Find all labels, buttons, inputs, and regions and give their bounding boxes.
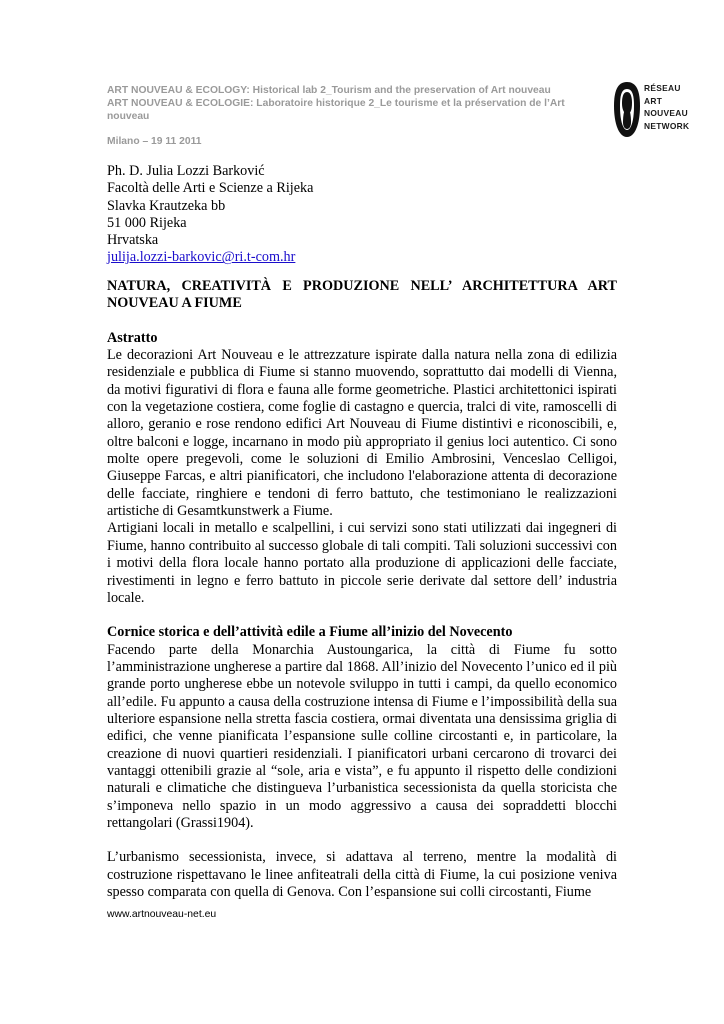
document-header — [107, 84, 602, 123]
article-body — [107, 278, 617, 901]
logo-line: NOUVEAU — [644, 108, 688, 119]
logo-line: RÉSEAU — [644, 83, 681, 93]
logo-line: ART — [644, 95, 663, 106]
abstract-heading: Astratto — [107, 329, 158, 346]
author-name: Ph. D. Julia Lozzi Barković — [107, 163, 265, 179]
network-logo — [612, 80, 712, 140]
header-line-french: ART NOUVEAU & ECOLOGIE: Laboratoire historique 2_Le tourisme et la préservation de l’Art nouveau — [107, 98, 565, 122]
section-paragraph: Facendo parte della Monarchia Austoungarica, la città di Fiume fu sotto l’amministrazione ungherese a partire dal 1868. All’inizio del Novecento l’unico ed il più grande porto ungherese ebbe un notevole sviluppo in tutti i campi, da quello economico all’edile. Fu appunto a causa della costruzione intensa di Fiume e l’impossibilità della sua ulteriore espansione nella stretta fascia costiera, ormai diventata una densissima griglia di edifici, che venne pianificata l’espansione sulle colline circostanti e, in particolare, la creazione di nuovi quartieri residenziali. I pianificatori urbani cercarono di trovarci dei vantaggi ottenibili grazie al “sole, aria e vista”, e fu appunto il rispetto delle condizioni naturali e climatiche che distingueva l’urbanistica secessionista da quella storicista che s’imponeva nello spazio in un modo aggressivo a causa dei sopraddetti blocchi rettangolari (Grassi1904). — [107, 641, 617, 831]
section-paragraph: L’urbanismo secessionista, invece, si adattava al terreno, mentre la modalità di costruzione rispettavano le linee anfiteatrali della città di Fiume, la cui posizione veniva spesso comparata con quella di Genova. Con l’espansione sui colli circostanti, Fiume — [107, 849, 617, 900]
author-city: 51 000 Rijeka — [107, 214, 187, 231]
author-faculty: Facoltà delle Arti e Scienze a Rijeka — [107, 180, 314, 197]
author-email-link[interactable]: julija.lozzi-barkovic@ri.t-com.hr — [107, 249, 296, 266]
author-street: Slavka Krautzeka bb — [107, 197, 226, 214]
article-title: NATURA, CREATIVITÀ E PRODUZIONE NELL’ ARCHITETTURA ART NOUVEAU A FIUME — [107, 278, 617, 312]
author-block — [107, 163, 313, 267]
logo-line: NETWORK — [644, 120, 690, 131]
logo-text — [644, 82, 689, 132]
reseau-art-nouveau-logo-icon — [612, 80, 642, 140]
section-heading: Cornice storica e dell’attività edile a Fiume all’inizio del Novecento — [107, 624, 513, 641]
abstract-paragraph: Le decorazioni Art Nouveau e le attrezzature ispirate dalla natura nella zona di edilizia residenziale e pubblica di Fiume si stanno muovendo, soprattutto dai modelli di Vienna, da motivi figurativi di flora e fauna alle forme geometriche. Plastici architettonici ispirati con la vegetazione costiera, come foglie di castagno e quercia, tralci di vite, ramoscelli di alloro, geranio e rose rendono edifici Art Nouveau di Fiume distintivi e riconoscibili, e, oltre balconi e logge, incarnano in modo più appropriato il genius loci autentico. Ci sono molte opere pregevoli, come le soluzioni di Emilio Ambrosini, Venceslao Celligoi, Giuseppe Farcas, e altri pianificatori, che includono l'elaborazione attenta di decorazione delle facciate, ringhiere e tendoni di ferro battuto, che testimoniano le realizzazioni artistiche di Gesamtkunstwerk a Fiume. — [107, 347, 617, 520]
footer-url: www.artnouveau-net.eu — [107, 909, 217, 920]
author-country: Hrvatska — [107, 232, 159, 249]
abstract-paragraph: Artigiani locali in metallo e scalpellini, i cui servizi sono stati utilizzati dai ingegneri di Fiume, hanno contribuito al successo globale di tali compiti. Tali soluzioni successivi con i motivi della flora locale hanno portato alla produzione di applicazioni delle facciate, rivestimenti in legno e ferro battuto in piccole serie derivate dal settore dell’ industria locale. — [107, 520, 617, 606]
header-date: Milano – 19 11 2011 — [107, 136, 202, 147]
header-line-english: ART NOUVEAU & ECOLOGY: Historical lab 2_Tourism and the preservation of Art nouveau — [107, 85, 551, 96]
